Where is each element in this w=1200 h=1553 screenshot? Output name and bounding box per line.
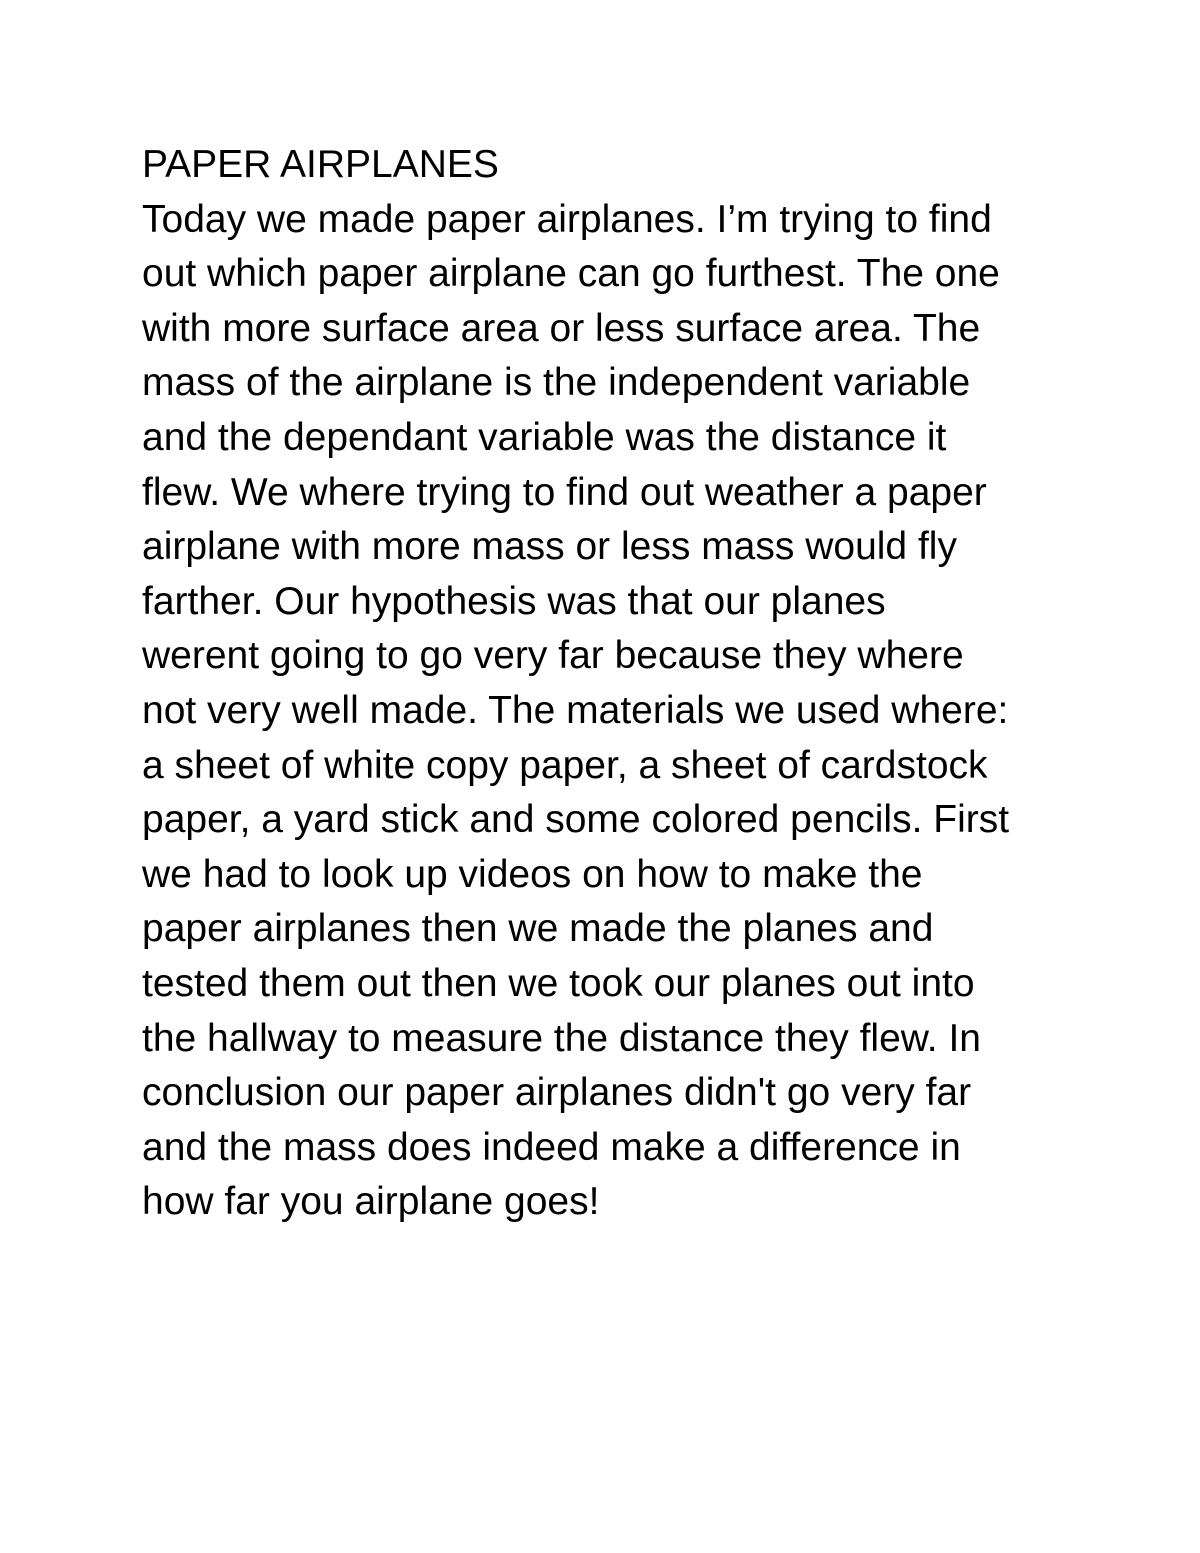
body-line: tested them out then we took our planes out into	[142, 961, 975, 1005]
body-line: out which paper airplane can go furthest. The one	[142, 252, 1000, 296]
body-line: with more surface area or less surface area. The	[142, 306, 981, 350]
body-line: not very well made. The materials we used where:	[142, 688, 1009, 732]
body-line: and the mass does indeed make a difference in	[142, 1125, 961, 1169]
body-line: and the dependant variable was the distance it	[142, 415, 947, 459]
body-line: flew. We where trying to find out weather a paper	[142, 470, 987, 514]
body-line: Today we made paper airplanes. I’m trying to find	[142, 197, 992, 241]
body-line: werent going to go very far because they where	[142, 634, 964, 678]
body-line: the hallway to measure the distance they flew. In	[142, 1016, 981, 1060]
body-line: conclusion our paper airplanes didn't go very far	[142, 1071, 972, 1115]
body-line: mass of the airplane is the independent variable	[142, 361, 971, 405]
document-content	[142, 138, 1082, 1230]
body-line: farther. Our hypothesis was that our planes	[142, 579, 886, 623]
body-line: airplane with more mass or less mass would fly	[142, 525, 957, 569]
body-line: how far you airplane goes!	[142, 1180, 600, 1224]
body-line: we had to look up videos on how to make the	[142, 852, 923, 896]
body-line: paper airplanes then we made the planes and	[142, 907, 934, 951]
body-line: paper, a yard stick and some colored pencils. First	[142, 798, 1010, 842]
document-title: PAPER AIRPLANES	[142, 143, 499, 186]
body-line: a sheet of white copy paper, a sheet of cardstock	[142, 743, 988, 787]
